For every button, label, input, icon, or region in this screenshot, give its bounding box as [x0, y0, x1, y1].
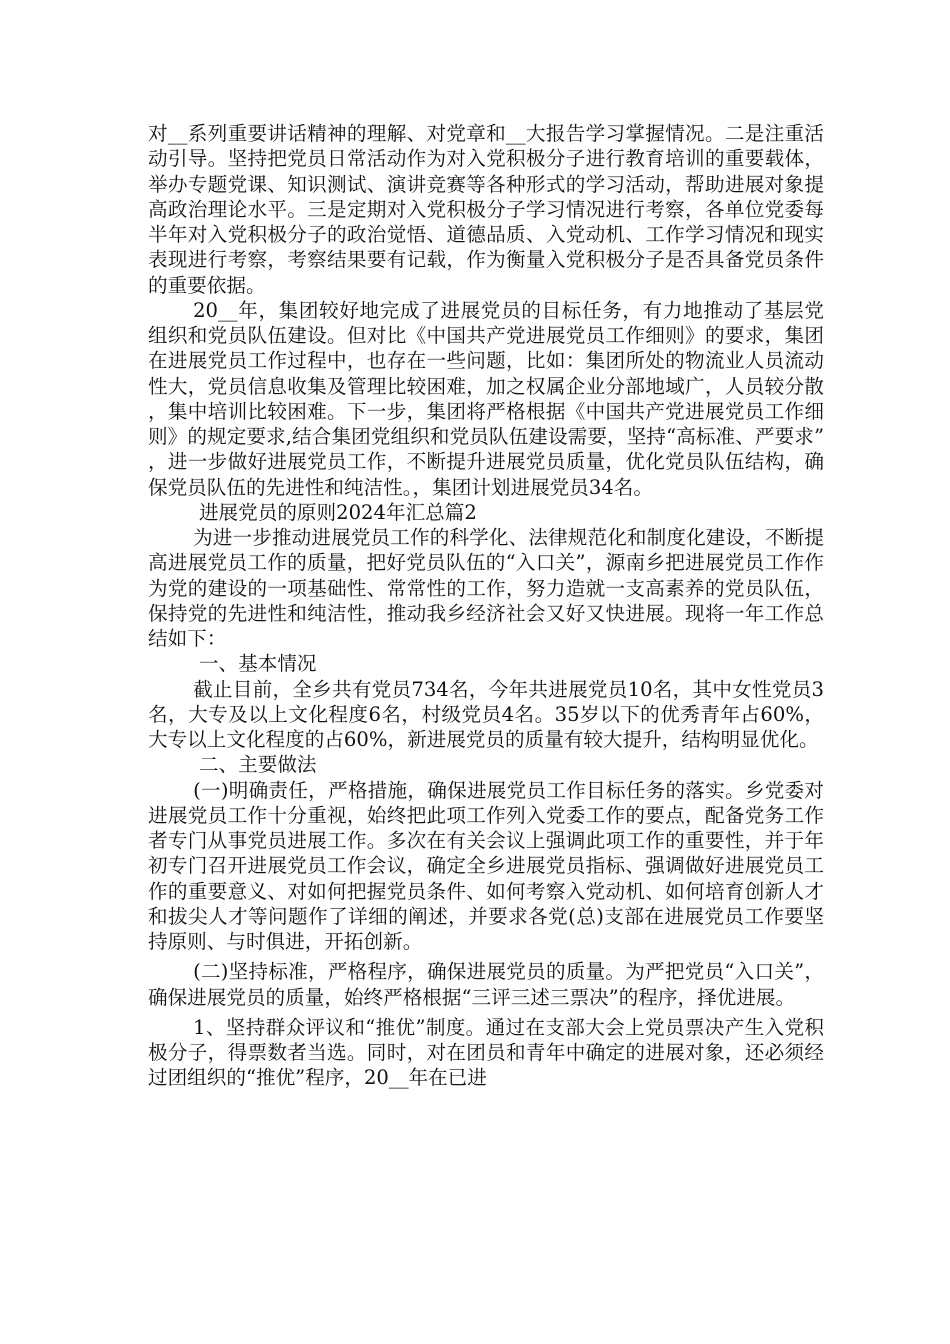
paragraph-statistics: 截止目前，全乡共有党员734名，今年共进展党员10名，其中女性党员3名，大专及以上文化程度6名，村级党员4名。35岁以下的优秀青年占60%，大专以上文化程度的占60%，新进展党员的质量有较大提升，结构明显优化。: [148, 677, 824, 751]
paragraph-practice-one: (一)明确责任，严格措施，确保进展党员工作目标任务的落实。乡党委对进展党员工作十分重视，始终把此项工作列入党委工作的要点，配备党务工作者专门从事党员进展工作。多次在有关会议上强调此项工作的重要性，并于年初专门召开进展党员工作会议，确定全乡进展党员指标、强调做好进展党员工作的重要意义、对如何把握党员条件、如何考察入党动机、如何培育创新人才和拔尖人才等问题作了详细的阐述，并要求各党(总)支部在进展党员工作要坚持原则、与时俱进，开拓创新。: [148, 778, 824, 953]
paragraph-summary: 20__年，集团较好地完成了进展党员的目标任务，有力地推动了基层党组织和党员队伍建设。但对比《中国共产党进展党员工作细则》的要求，集团在进展党员工作过程中，也存在一些问题，比如：集团所处的物流业人员流动性大，党员信息收集及管理比较困难，加之权属企业分部地域广，人员较分散，集中培训比较困难。下一步，集团将严格根据《中国共产党进展党员工作细则》的规定要求,结合集团党组织和党员队伍建设需要，坚持“高标准、严要求”，进一步做好进展党员工作，不断提升进展党员质量，优化党员队伍结构，确保党员队伍的先进性和纯洁性。，集团计划进展党员34名。: [148, 298, 824, 499]
paragraph-overview: 为进一步推动进展党员工作的科学化、法律规范化和制度化建设，不断提高进展党员工作的质量，把好党员队伍的“入口关”，源南乡把进展党员工作作为党的建设的一项基础性、常常性的工作，努力造就一支高素养的党员队伍，保持党的先进性和纯洁性，推动我乡经济社会又好又快进展。现将一年工作总结如下：: [148, 526, 824, 650]
document-body: [148, 121, 824, 1091]
paragraph-practice-two-item-one: 1、坚持群众评议和“推优”制度。通过在支部大会上党员票决产生入党积极分子，得票数者当选。同时，对在团员和青年中确定的进展对象，还必须经过团组织的“推优”程序，20__年在已进: [148, 1015, 824, 1090]
heading-basic-situation: 一、基本情况: [198, 652, 317, 676]
paragraph-intro-continuation: 对__系列重要讲话精神的理解、对党章和__大报告学习掌握情况。二是注重活动引导。坚持把党员日常活动作为对入党积极分子进行教育培训的重要载体，举办专题党课、知识测试、演讲竞赛等各种形式的学习活动，帮助进展对象提高政治理论水平。三是定期对入党积极分子学习情况进行考察，各单位党委每半年对入党积极分子的政治觉悟、道德品质、入党动机、工作学习情况和现实表现进行考察，考察结果要有记载，作为衡量入党积极分子是否具备党员条件的重要依据。: [148, 122, 824, 297]
section-title: 进展党员的原则2024年汇总篇2: [198, 500, 477, 524]
paragraph-practice-two: (二)坚持标准，严格程序，确保进展党员的质量。为严把党员“入口关”，确保进展党员的质量，始终严格根据“三评三述三票决”的程序，择优进展。: [148, 960, 824, 1009]
heading-main-practices: 二、主要做法: [198, 753, 317, 777]
